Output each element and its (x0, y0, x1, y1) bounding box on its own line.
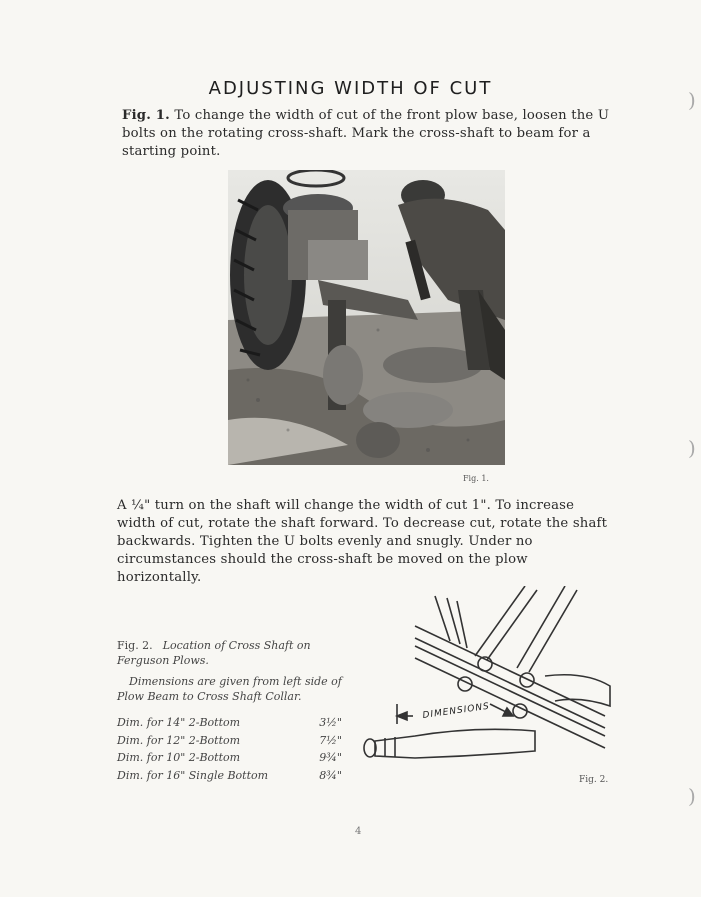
tractor-plow-photo (228, 170, 505, 465)
dimension-row (117, 732, 342, 750)
fig2-subtitle: Dimensions are given from left side of Plow Beam to Cross Shaft Collar. (117, 675, 342, 703)
fig2-caption: Fig. 2. (579, 775, 609, 785)
dimension-value: 8¾" (319, 768, 342, 782)
dimension-row (117, 767, 342, 785)
fig2-title: Location of Cross Shaft on Ferguson Plows. (117, 639, 311, 667)
dimension-label: Dim. for 10" 2-Bottom (117, 751, 241, 764)
binding-mark: ) (688, 436, 696, 460)
body-paragraph: A ¼" turn on the shaft will change the width of cut 1". To increase width of cut, rotate the shaft forward. To decrease cut, rotate the shaft backwards. Tighten the U bolts evenly and snugly. Under no circumstances should the cross-shaft be moved on the plow horizontally. (117, 498, 608, 585)
cross-shaft-diagram (355, 586, 615, 786)
dimension-value: 7½" (319, 733, 342, 747)
fig1-caption: Fig. 1. (463, 474, 489, 483)
fig2-label: Fig. 2. (117, 639, 153, 652)
dimension-row (117, 749, 342, 767)
intro-paragraph (122, 107, 614, 161)
page-title: ADJUSTING WIDTH OF CUT (208, 78, 493, 99)
dimensions-label: DIMENSIONS (422, 701, 491, 721)
intro-text: To change the width of cut of the front plow base, loosen the U bolts on the rotating cross-shaft. Mark the cross-shaft to beam for a starting point. (122, 108, 610, 159)
dimensions-table (117, 714, 342, 784)
dimension-value: 9¾" (319, 751, 342, 764)
binding-mark: ) (688, 784, 696, 808)
binding-mark: ) (688, 88, 696, 112)
dimension-label: Dim. for 12" 2-Bottom (117, 733, 241, 747)
fig2-heading (117, 638, 342, 668)
dimension-value: 3½" (319, 716, 342, 729)
dimension-row (117, 714, 342, 732)
fig1-ref-label: Fig. 1. (122, 108, 170, 123)
dimension-label: Dim. for 14" 2-Bottom (117, 716, 241, 729)
dimension-label: Dim. for 16" Single Bottom (117, 768, 269, 782)
page-number: 4 (355, 826, 362, 837)
